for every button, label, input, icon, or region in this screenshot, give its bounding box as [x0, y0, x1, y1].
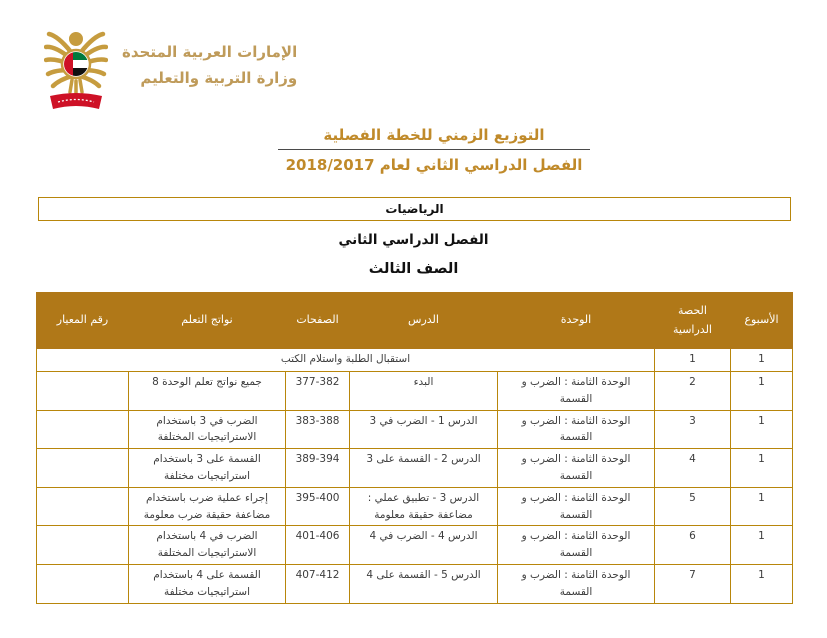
standard-cell [37, 487, 129, 526]
outcomes-cell: القسمة على 4 باستخدام استراتيجيات مختلفة [129, 564, 286, 603]
unit-cell: الوحدة الثامنة : الضرب و القسمة [498, 564, 655, 603]
standard-cell [37, 564, 129, 603]
week-cell: 1 [731, 526, 793, 565]
table-row [37, 372, 793, 411]
lesson-cell: البدء [350, 372, 498, 411]
table-row [37, 526, 793, 565]
plan-table [36, 292, 793, 604]
table-row-intro [37, 349, 793, 372]
col-header-lesson: الدرس [350, 293, 498, 349]
period-cell: 4 [655, 449, 731, 488]
standard-cell [37, 372, 129, 411]
uae-falcon-emblem-icon [44, 12, 108, 118]
outcomes-cell: جميع نواتج تعلم الوحدة 8 [129, 372, 286, 411]
pages-cell: 377-382 [286, 372, 350, 411]
pages-cell: 383-388 [286, 410, 350, 449]
lesson-cell: الدرس 1 - الضرب في 3 [350, 410, 498, 449]
outcomes-cell: إجراء عملية ضرب باستخدام مضاعفة حقيقة ضرب معلومة [129, 487, 286, 526]
table-row [37, 564, 793, 603]
brand-header [44, 12, 297, 118]
col-header-pages: الصفحات [286, 293, 350, 349]
period-cell: 6 [655, 526, 731, 565]
table-row [37, 410, 793, 449]
week-cell: 1 [731, 410, 793, 449]
outcomes-cell: الضرب في 4 باستخدام الاستراتيجيات المختلفة [129, 526, 286, 565]
pages-cell: 407-412 [286, 564, 350, 603]
outcomes-cell: الضرب في 3 باستخدام الاستراتيجيات المختلفة [129, 410, 286, 449]
table-header-row [37, 293, 793, 349]
grade-label: الصف الثالث [368, 261, 459, 277]
ministry-name: وزارة التربية والتعليم [140, 69, 298, 87]
subject-label: الرياضيات [385, 202, 444, 216]
col-header-week: الأسبوع [731, 293, 793, 349]
standard-cell [37, 449, 129, 488]
table-row [37, 449, 793, 488]
semester-label: الفصل الدراسي الثاني [338, 232, 489, 248]
standard-cell [37, 526, 129, 565]
week-cell: 1 [731, 564, 793, 603]
subject-bar [38, 197, 791, 221]
lesson-cell: الدرس 3 - تطبيق عملي : مضاعفة حقيقة معلومة [350, 487, 498, 526]
unit-cell: الوحدة الثامنة : الضرب و القسمة [498, 372, 655, 411]
period-cell: 1 [655, 349, 731, 372]
unit-cell: الوحدة الثامنة : الضرب و القسمة [498, 449, 655, 488]
lesson-cell: الدرس 4 - الضرب في 4 [350, 526, 498, 565]
col-header-outcomes: نواتج التعلم [129, 293, 286, 349]
lesson-cell: الدرس 2 - القسمة على 3 [350, 449, 498, 488]
document-subtitle: الفصل الدراسي الثاني لعام 2018/2017 [285, 156, 583, 174]
unit-cell: الوحدة الثامنة : الضرب و القسمة [498, 487, 655, 526]
week-cell: 1 [731, 449, 793, 488]
col-header-standard: رقم المعيار [37, 293, 129, 349]
pages-cell: 389-394 [286, 449, 350, 488]
title-block [278, 126, 590, 174]
period-cell: 2 [655, 372, 731, 411]
standard-cell [37, 410, 129, 449]
unit-cell: الوحدة الثامنة : الضرب و القسمة [498, 410, 655, 449]
document-title: التوزيع الزمني للخطة الفصلية [323, 126, 545, 144]
period-cell: 3 [655, 410, 731, 449]
pages-cell: 395-400 [286, 487, 350, 526]
table-row [37, 487, 793, 526]
week-cell: 1 [731, 487, 793, 526]
col-header-period: الحصة الدراسية [655, 293, 731, 349]
col-header-unit: الوحدة [498, 293, 655, 349]
period-cell: 5 [655, 487, 731, 526]
title-divider [278, 149, 590, 150]
brand-text [122, 43, 297, 87]
intro-note-cell: استقبال الطلبة واستلام الكتب [37, 349, 655, 372]
lesson-cell: الدرس 5 - القسمة على 4 [350, 564, 498, 603]
week-cell: 1 [731, 372, 793, 411]
pages-cell: 401-406 [286, 526, 350, 565]
org-name: الإمارات العربية المتحدة [122, 43, 298, 61]
outcomes-cell: القسمة على 3 باستخدام استراتيجيات مختلفة [129, 449, 286, 488]
unit-cell: الوحدة الثامنة : الضرب و القسمة [498, 526, 655, 565]
week-cell: 1 [731, 349, 793, 372]
period-cell: 7 [655, 564, 731, 603]
